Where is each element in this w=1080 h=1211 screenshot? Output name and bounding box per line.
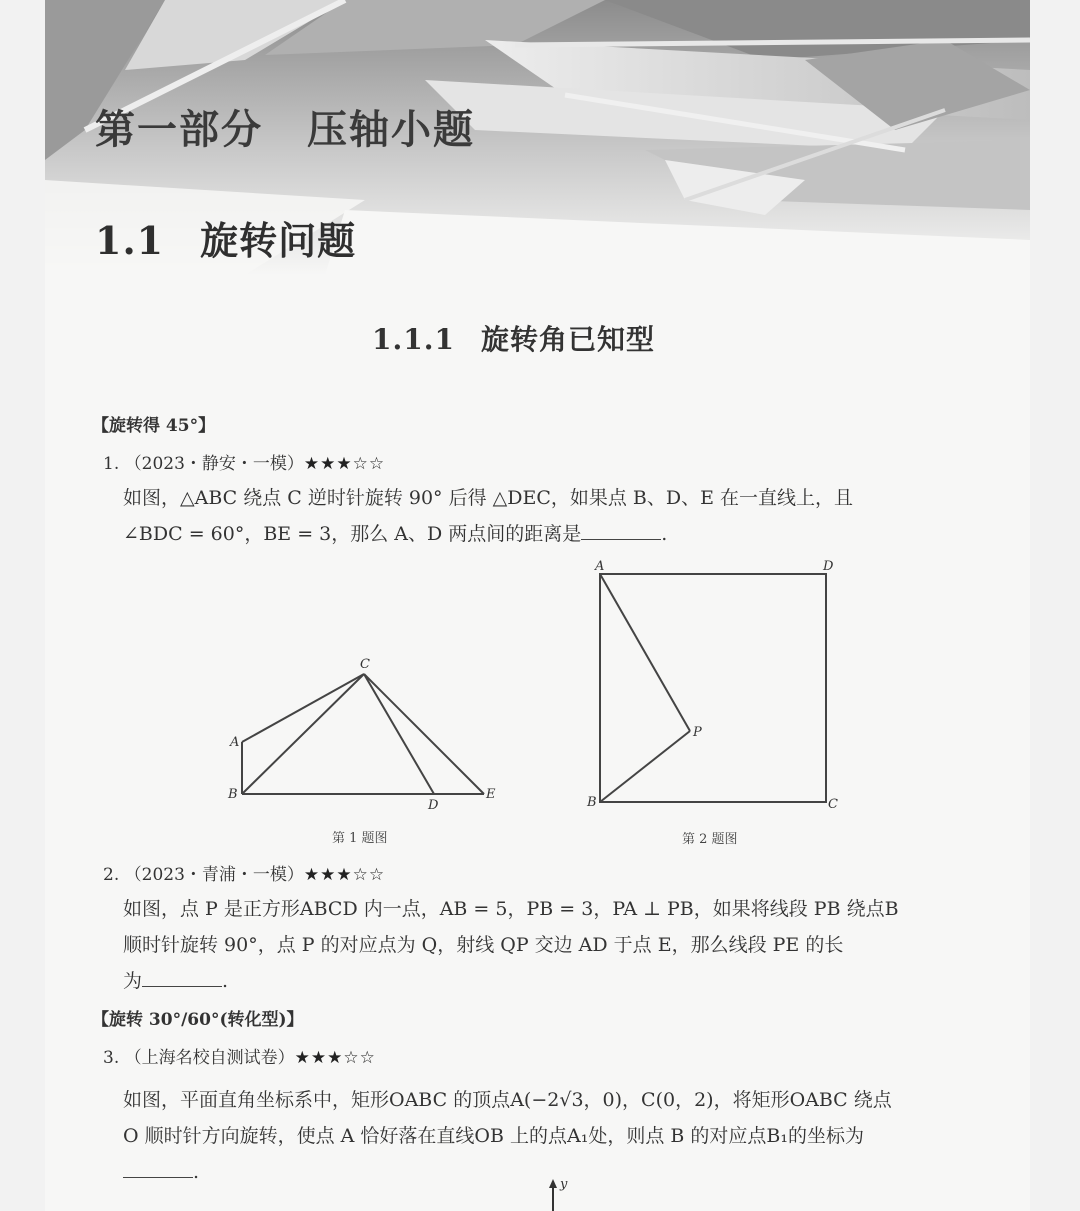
question-3-header bbox=[103, 1043, 376, 1068]
point-label: E bbox=[486, 787, 496, 802]
axis-label: y bbox=[560, 1177, 568, 1192]
point-label: C bbox=[828, 797, 838, 812]
question-text-line: O 顺时针方向旋转，使点 A 恰好落在直线OB 上的点A₁处，则点 B 的对应点B₁的坐标为 bbox=[123, 1125, 864, 1147]
question-text-line: 如图，平面直角坐标系中，矩形OABC 的顶点A(−2√3，0)，C(0，2)，将矩形OABC 绕点 bbox=[123, 1089, 892, 1111]
question-1-header bbox=[103, 449, 385, 474]
figure-2 bbox=[585, 556, 845, 814]
difficulty-stars: ★★★☆☆ bbox=[303, 454, 386, 474]
point-label: P bbox=[693, 725, 702, 740]
question-source: （2023・静安・一模） bbox=[124, 454, 304, 474]
question-text-line: 顺时针旋转 90°，点 P 的对应点为 Q，射线 QP 交边 AD 于点 E，那么线段 PE 的长 bbox=[123, 934, 844, 956]
category-heading: 【旋转 30°/60°(转化型)】 bbox=[92, 1010, 304, 1030]
difficulty-stars: ★★★☆☆ bbox=[294, 1048, 376, 1068]
question-number: 1. bbox=[103, 454, 120, 474]
question-1-body bbox=[123, 480, 953, 552]
answer-blank bbox=[142, 985, 222, 987]
point-label: C bbox=[360, 657, 370, 672]
question-2-body bbox=[123, 891, 953, 999]
section-number: 1.1 bbox=[95, 218, 165, 263]
subsection-title bbox=[372, 318, 655, 358]
y-axis-arrow bbox=[549, 1179, 557, 1188]
figure-1-caption: 第 1 题图 bbox=[332, 831, 388, 846]
figure-1 bbox=[222, 652, 512, 812]
point-label: B bbox=[228, 787, 238, 802]
figure-2-caption: 第 2 题图 bbox=[682, 832, 738, 847]
question-number: 3. bbox=[103, 1048, 120, 1068]
part-title bbox=[95, 98, 475, 155]
question-source: （上海名校自测试卷） bbox=[124, 1048, 295, 1068]
question-number: 2. bbox=[103, 865, 120, 885]
figure-3-axis bbox=[540, 1176, 580, 1211]
point-label: B bbox=[587, 795, 597, 810]
point-label: A bbox=[595, 559, 605, 574]
question-3-body bbox=[123, 1082, 953, 1190]
part-title-sub: 压轴小题 bbox=[307, 106, 475, 153]
segment-bp bbox=[600, 731, 690, 802]
point-label: D bbox=[823, 559, 834, 574]
question-end: . bbox=[661, 523, 668, 545]
question-text-line: 如图，△ABC 绕点 C 逆时针旋转 90° 后得 △DEC，如果点 B、D、E 在一直线上，且 bbox=[123, 487, 854, 509]
segment-ac bbox=[242, 674, 364, 742]
question-end: . bbox=[222, 970, 229, 992]
question-text-line: 为 bbox=[123, 970, 143, 992]
question-2-header bbox=[103, 860, 385, 885]
answer-blank bbox=[581, 538, 661, 540]
square-abcd bbox=[600, 574, 826, 802]
question-text-line: 如图，点 P 是正方形ABCD 内一点，AB = 5，PB = 3，PA ⊥ PB，如果将线段 PB 绕点B bbox=[123, 898, 899, 920]
subsection-number: 1.1.1 bbox=[372, 323, 455, 356]
segment-bc bbox=[242, 674, 364, 794]
point-label: A bbox=[230, 735, 240, 750]
part-title-main: 第一部分 bbox=[95, 106, 263, 153]
question-text-line: ∠BDC = 60°，BE = 3，那么 A、D 两点间的距离是 bbox=[123, 523, 582, 545]
answer-blank bbox=[123, 1176, 193, 1178]
question-source: （2023・青浦・一模） bbox=[124, 865, 304, 885]
difficulty-stars: ★★★☆☆ bbox=[303, 865, 386, 885]
section-title-text: 旋转问题 bbox=[200, 218, 357, 263]
category-heading: 【旋转得 45°】 bbox=[92, 416, 216, 436]
section-title bbox=[95, 210, 356, 265]
subsection-title-text: 旋转角已知型 bbox=[480, 323, 655, 356]
question-end: . bbox=[193, 1161, 200, 1183]
point-label: D bbox=[428, 798, 439, 812]
segment-ap bbox=[600, 574, 690, 731]
